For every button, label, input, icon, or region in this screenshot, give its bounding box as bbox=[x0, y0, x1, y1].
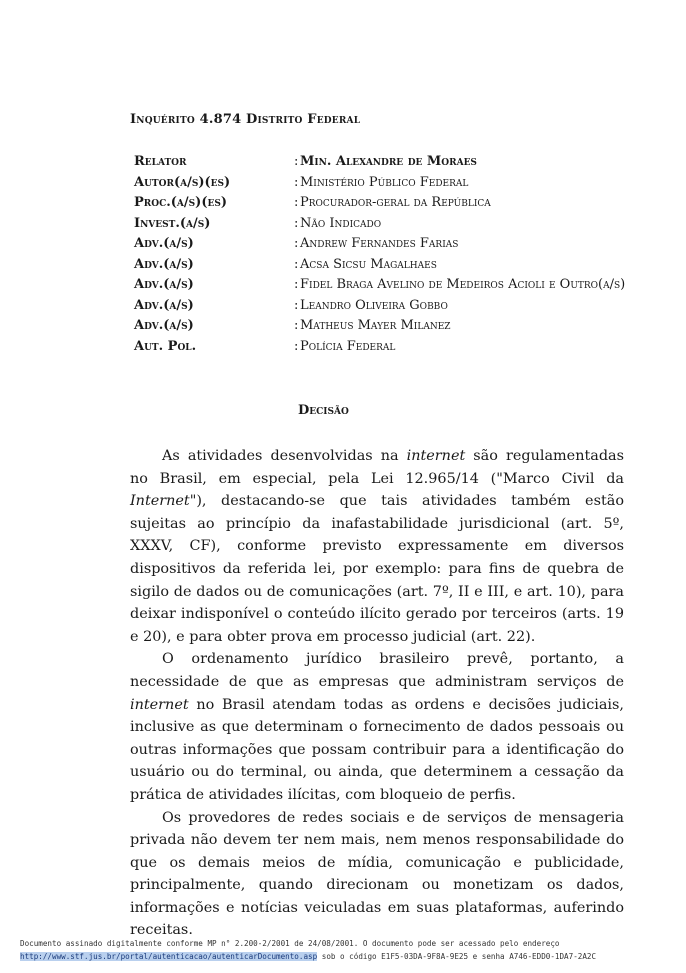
party-value: Fidel Braga Avelino de Medeiros Acioli e Outro(a/s) bbox=[300, 277, 626, 292]
party-value: Procurador-geral da República bbox=[300, 195, 491, 210]
party-value: Ministério Público Federal bbox=[300, 174, 469, 190]
party-row bbox=[134, 214, 626, 235]
text-run: Os provedores de redes sociais e de serviços de mensageria privada não devem ter nem mais, nem menos responsabilidade do que os demais meios de mídia, comunicação e publicidade, principalmente, quando direcionam ou monetizam os dados, informações e notícias veiculadas em suas plataformas, auferindo receitas. bbox=[130, 809, 624, 939]
text-run: no Brasil atendam todas as ordens e decisões judiciais, inclusive as que determinam o fornecimento de dados pessoais ou outras informações que possam contribuir para a identificação do usuário ou do terminal, ou ainda, que determinem a cessação da prática de atividades ilícitas, com bloqueio de perfis. bbox=[130, 696, 624, 803]
party-row bbox=[134, 152, 626, 173]
footer-line-2 bbox=[20, 951, 670, 964]
party-colon: : bbox=[294, 338, 299, 354]
party-row bbox=[134, 193, 626, 214]
party-label: Adv.(a/s) bbox=[134, 256, 194, 272]
footer-line-1: Documento assinado digitalmente conforme MP n° 2.200-2/2001 de 24/08/2001. O documento pode ser acessado pelo endereço bbox=[20, 939, 560, 948]
italic-term: internet bbox=[406, 448, 466, 464]
party-label: Adv.(a/s) bbox=[134, 297, 194, 313]
party-row bbox=[134, 296, 626, 317]
italic-term: internet bbox=[130, 696, 189, 713]
party-row bbox=[134, 275, 626, 296]
party-colon: : bbox=[294, 215, 299, 231]
paragraph bbox=[130, 445, 624, 648]
party-row bbox=[134, 255, 626, 276]
party-colon: : bbox=[294, 256, 299, 272]
parties-list bbox=[134, 152, 626, 357]
section-title: Decisão bbox=[298, 403, 349, 418]
party-colon: : bbox=[294, 154, 299, 169]
party-colon: : bbox=[294, 297, 299, 313]
party-row bbox=[134, 173, 626, 194]
party-label: Proc.(a/s)(es) bbox=[134, 195, 227, 210]
party-label: Adv.(a/s) bbox=[134, 236, 194, 251]
authentication-link[interactable]: http://www.stf.jus.br/portal/autenticacao/autenticarDocumento.asp bbox=[20, 951, 318, 961]
text-run: As atividades desenvolvidas na bbox=[162, 448, 407, 464]
party-label: Adv.(a/s) bbox=[134, 318, 194, 333]
decision-body bbox=[130, 445, 624, 942]
party-value: Min. Alexandre de Moraes bbox=[300, 154, 477, 169]
footer-code-text: sob o código E1F5-03DA-9F8A-9E25 e senha A746-EDD0-1DA7-2A2C bbox=[317, 951, 597, 961]
party-label: Aut. Pol. bbox=[134, 338, 197, 354]
party-colon: : bbox=[294, 174, 299, 190]
text-run: "), destacando-se que tais atividades também estão sujeitas ao princípio da inafastabilidade jurisdicional (art. 5º, XXXV, CF), conforme previsto expressamente em diversos dispositivos da referida lei, por exemplo: para fins de quebra de sigilo de dados ou de comunicações (art. 7º, II e III, e art. 10), para deixar indisponível o conteúdo ilícito gerado por terceiros (arts. 19 e 20), e para obter prova em processo judicial (art. 22). bbox=[130, 493, 624, 645]
party-row bbox=[134, 316, 626, 337]
party-label: Invest.(a/s) bbox=[134, 215, 211, 231]
party-label: Autor(a/s)(es) bbox=[134, 174, 231, 190]
party-value: Matheus Mayer Milanez bbox=[300, 318, 451, 333]
italic-term: Internet bbox=[130, 493, 190, 510]
page-title: Inquérito 4.874 Distrito Federal bbox=[130, 112, 361, 127]
text-run: são regulamentadas no Brasil, em especial, pela Lei 12.965/14 ("Marco Civil da bbox=[130, 448, 624, 487]
party-row bbox=[134, 337, 626, 358]
party-value: Polícia Federal bbox=[300, 338, 396, 354]
party-label: Relator bbox=[134, 154, 187, 169]
signature-footer bbox=[20, 938, 670, 963]
party-colon: : bbox=[294, 277, 299, 292]
party-colon: : bbox=[294, 195, 299, 210]
party-row bbox=[134, 234, 626, 255]
party-colon: : bbox=[294, 318, 299, 333]
party-colon: : bbox=[294, 236, 299, 251]
party-label: Adv.(a/s) bbox=[134, 277, 194, 292]
party-value: Leandro Oliveira Gobbo bbox=[300, 297, 448, 313]
text-run: O ordenamento jurídico brasileiro prevê, portanto, a necessidade de que as empresas que administram serviços de bbox=[130, 651, 624, 690]
party-value: Andrew Fernandes Farias bbox=[300, 236, 459, 251]
party-value: Acsa Sicsu Magalhaes bbox=[300, 256, 437, 272]
paragraph bbox=[130, 807, 624, 943]
party-value: Não Indicado bbox=[300, 215, 382, 231]
paragraph bbox=[130, 648, 624, 806]
